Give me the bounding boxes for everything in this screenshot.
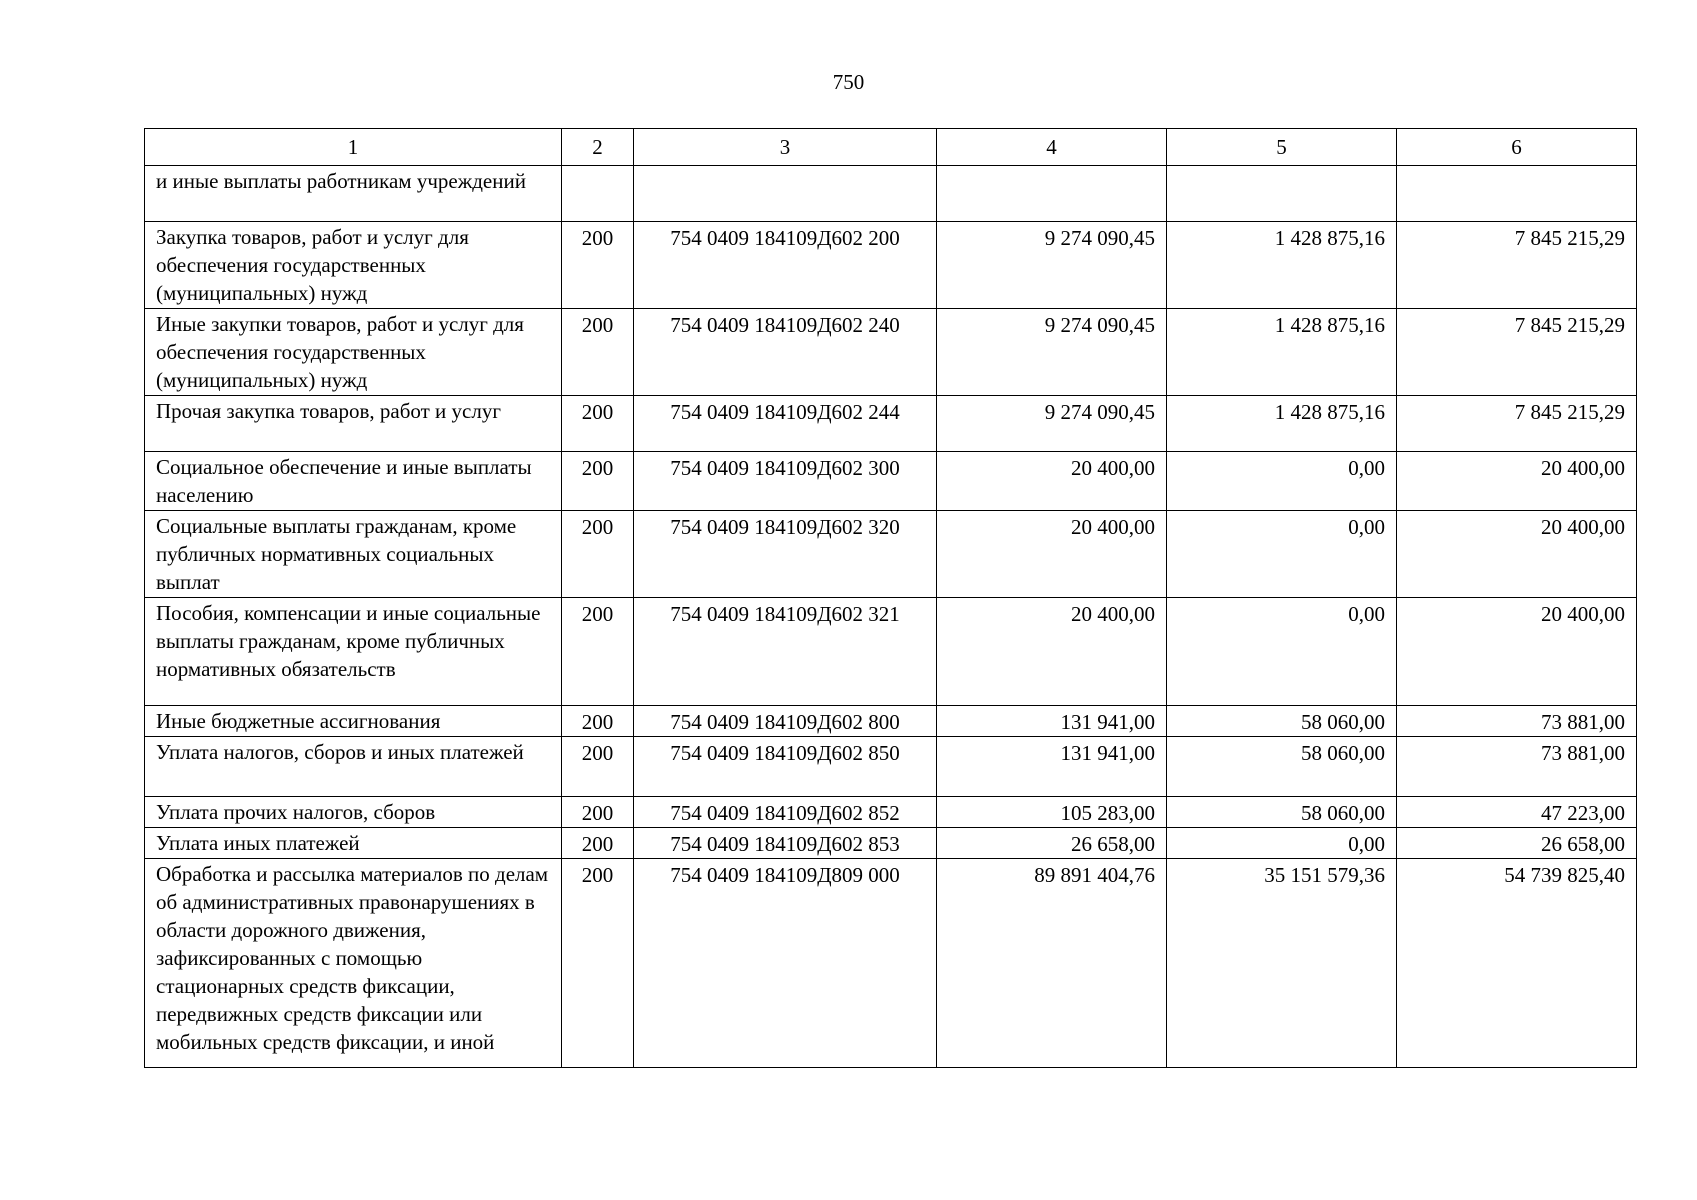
table-header <box>145 129 1637 166</box>
row-name-cell: Прочая закупка товаров, работ и услуг <box>145 396 562 452</box>
row-code-cell <box>562 166 634 222</box>
row-name-cell: Обработка и рассылка материалов по делам об административных правонарушениях в области дорожного движения, зафиксированных с помощью стационарных средств фиксации, передвижных средств фиксации или мобильных средств фиксации, и иной <box>145 859 562 1068</box>
row-col5-value: 35 151 579,36 <box>1167 859 1397 1068</box>
row-name-cell: Закупка товаров, работ и услуг для обеспечения государственных (муниципальных) нужд <box>145 222 562 309</box>
table-row <box>145 511 1637 598</box>
table-row <box>145 737 1637 797</box>
row-name-cell: Пособия, компенсации и иные социальные выплаты гражданам, кроме публичных нормативных обязательств <box>145 598 562 706</box>
column-header: 6 <box>1397 129 1637 166</box>
row-name-cell: Социальное обеспечение и иные выплаты населению <box>145 452 562 511</box>
table-body <box>145 166 1637 1068</box>
row-col6-value: 73 881,00 <box>1397 737 1637 797</box>
row-kbk-cell: 754 0409 184109Д602 320 <box>634 511 937 598</box>
row-col4-value: 9 274 090,45 <box>937 396 1167 452</box>
row-col6-value: 7 845 215,29 <box>1397 222 1637 309</box>
row-kbk-cell: 754 0409 184109Д602 300 <box>634 452 937 511</box>
row-col5-value: 0,00 <box>1167 511 1397 598</box>
table-row <box>145 797 1637 828</box>
row-kbk-cell: 754 0409 184109Д602 800 <box>634 706 937 737</box>
column-header: 1 <box>145 129 562 166</box>
row-code-cell: 200 <box>562 452 634 511</box>
table-row <box>145 222 1637 309</box>
row-col4-value: 105 283,00 <box>937 797 1167 828</box>
row-code-cell: 200 <box>562 511 634 598</box>
row-name-cell: Уплата иных платежей <box>145 828 562 859</box>
header-row <box>145 129 1637 166</box>
row-col5-value: 58 060,00 <box>1167 797 1397 828</box>
row-col6-value: 7 845 215,29 <box>1397 396 1637 452</box>
row-code-cell: 200 <box>562 396 634 452</box>
row-col4-value: 26 658,00 <box>937 828 1167 859</box>
row-col5-value: 1 428 875,16 <box>1167 309 1397 396</box>
row-name-cell: Иные бюджетные ассигнования <box>145 706 562 737</box>
row-code-cell: 200 <box>562 309 634 396</box>
row-col4-value: 9 274 090,45 <box>937 309 1167 396</box>
row-col6-value: 54 739 825,40 <box>1397 859 1637 1068</box>
row-kbk-cell: 754 0409 184109Д602 850 <box>634 737 937 797</box>
row-col5-value: 58 060,00 <box>1167 706 1397 737</box>
row-col6-value: 20 400,00 <box>1397 598 1637 706</box>
table-row <box>145 166 1637 222</box>
row-kbk-cell: 754 0409 184109Д602 244 <box>634 396 937 452</box>
table-row <box>145 452 1637 511</box>
row-code-cell: 200 <box>562 222 634 309</box>
row-col4-value <box>937 166 1167 222</box>
row-col5-value: 0,00 <box>1167 828 1397 859</box>
row-code-cell: 200 <box>562 797 634 828</box>
budget-table <box>144 128 1637 1068</box>
table-row <box>145 859 1637 1068</box>
row-col4-value: 20 400,00 <box>937 511 1167 598</box>
column-header: 5 <box>1167 129 1397 166</box>
row-col6-value <box>1397 166 1637 222</box>
row-name-cell: Уплата налогов, сборов и иных платежей <box>145 737 562 797</box>
column-header: 3 <box>634 129 937 166</box>
row-code-cell: 200 <box>562 828 634 859</box>
row-col4-value: 131 941,00 <box>937 706 1167 737</box>
row-col6-value: 47 223,00 <box>1397 797 1637 828</box>
row-kbk-cell: 754 0409 184109Д602 200 <box>634 222 937 309</box>
row-kbk-cell: 754 0409 184109Д602 853 <box>634 828 937 859</box>
row-kbk-cell: 754 0409 184109Д602 240 <box>634 309 937 396</box>
row-col6-value: 26 658,00 <box>1397 828 1637 859</box>
row-code-cell: 200 <box>562 859 634 1068</box>
row-col4-value: 131 941,00 <box>937 737 1167 797</box>
row-code-cell: 200 <box>562 598 634 706</box>
row-kbk-cell <box>634 166 937 222</box>
row-col6-value: 73 881,00 <box>1397 706 1637 737</box>
row-col5-value <box>1167 166 1397 222</box>
page-number: 750 <box>832 70 865 94</box>
table-row <box>145 598 1637 706</box>
column-header: 4 <box>937 129 1167 166</box>
row-col4-value: 20 400,00 <box>937 452 1167 511</box>
row-code-cell: 200 <box>562 737 634 797</box>
row-kbk-cell: 754 0409 184109Д602 321 <box>634 598 937 706</box>
row-col6-value: 20 400,00 <box>1397 511 1637 598</box>
column-header: 2 <box>562 129 634 166</box>
row-col4-value: 20 400,00 <box>937 598 1167 706</box>
row-col4-value: 9 274 090,45 <box>937 222 1167 309</box>
row-col4-value: 89 891 404,76 <box>937 859 1167 1068</box>
row-col6-value: 20 400,00 <box>1397 452 1637 511</box>
row-col5-value: 0,00 <box>1167 452 1397 511</box>
row-name-cell: Уплата прочих налогов, сборов <box>145 797 562 828</box>
row-col5-value: 58 060,00 <box>1167 737 1397 797</box>
table-row <box>145 706 1637 737</box>
table-row <box>145 828 1637 859</box>
row-name-cell: Социальные выплаты гражданам, кроме публичных нормативных социальных выплат <box>145 511 562 598</box>
row-col6-value: 7 845 215,29 <box>1397 309 1637 396</box>
table-row <box>145 309 1637 396</box>
row-name-cell: и иные выплаты работникам учреждений <box>145 166 562 222</box>
row-kbk-cell: 754 0409 184109Д809 000 <box>634 859 937 1068</box>
row-name-cell: Иные закупки товаров, работ и услуг для обеспечения государственных (муниципальных) нужд <box>145 309 562 396</box>
row-col5-value: 0,00 <box>1167 598 1397 706</box>
row-col5-value: 1 428 875,16 <box>1167 222 1397 309</box>
table-row <box>145 396 1637 452</box>
row-kbk-cell: 754 0409 184109Д602 852 <box>634 797 937 828</box>
row-col5-value: 1 428 875,16 <box>1167 396 1397 452</box>
row-code-cell: 200 <box>562 706 634 737</box>
